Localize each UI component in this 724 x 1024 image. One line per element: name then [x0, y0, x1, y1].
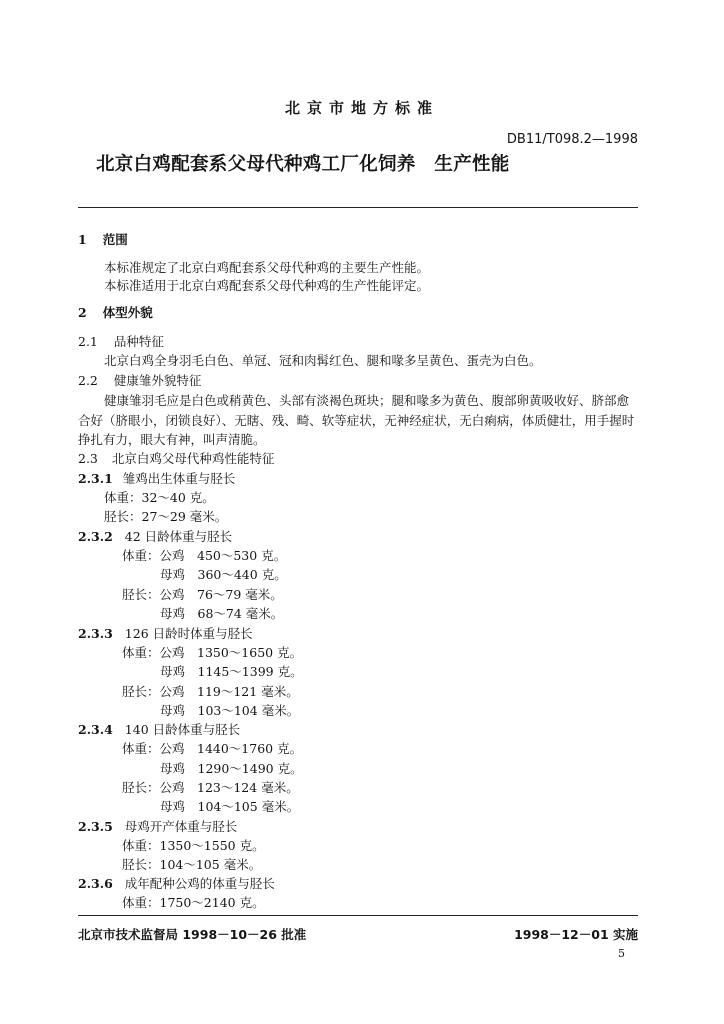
- issuer-heading: 北京市地方标准: [284, 99, 439, 117]
- clause-title: 成年配种公鸡的体重与胫长: [124, 876, 275, 891]
- clause-2-3-1-heading: [78, 471, 235, 487]
- paragraph: 合好（脐眼小，闭锁良好）、无瞎、残、畸、软等症状，无神经症状，无白痢病，体质健壮，用手握时: [78, 413, 635, 428]
- clause-2-1-heading: [78, 334, 164, 350]
- measurement-line: 体重：1350～1550 克。: [122, 838, 265, 853]
- measurement-line: 母鸡 1145～1399 克。: [160, 664, 303, 679]
- clause-title: 健康雏外貌特征: [113, 373, 202, 388]
- measurement-line: 体重：公鸡 1350～1650 克。: [122, 645, 303, 660]
- measurement-line: 母鸡 103～104 毫米。: [160, 703, 300, 718]
- clause-number: 2.3.6: [78, 876, 113, 891]
- paragraph: 本标准适用于北京白鸡配套系父母代种鸡的生产性能评定。: [104, 278, 430, 293]
- section-title: 范围: [102, 232, 128, 247]
- clause-title: 品种特征: [113, 334, 164, 349]
- clause-number: 2.2: [78, 373, 98, 388]
- clause-number: 2.3.2: [78, 529, 113, 544]
- standard-number: DB11/T098.2—1998: [506, 132, 638, 147]
- section-1-heading: [78, 232, 128, 248]
- measurement-line: 母鸡 1290～1490 克。: [160, 761, 303, 776]
- clause-2-3-5-heading: [78, 819, 237, 835]
- clause-title: 母鸡开产体重与胫长: [124, 819, 238, 834]
- clause-title: 140 日龄体重与胫长: [124, 722, 241, 737]
- measurement-line: 胫长：27～29 毫米。: [104, 509, 228, 524]
- measurement-line: 母鸡 360～440 克。: [160, 567, 287, 582]
- clause-2-3-heading: [78, 451, 274, 467]
- clause-number: 2.3.4: [78, 722, 113, 737]
- measurement-line: 体重：公鸡 450～530 克。: [122, 548, 287, 563]
- clause-2-3-2-heading: [78, 529, 232, 545]
- title-divider: [78, 207, 638, 208]
- clause-number: 2.3: [78, 451, 98, 466]
- clause-2-3-3-heading: [78, 626, 253, 642]
- section-number: 1: [78, 232, 87, 247]
- section-2-heading: [78, 305, 153, 321]
- clause-number: 2.1: [78, 334, 98, 349]
- implementation-date: 1998－12－01 实施: [514, 927, 638, 942]
- clause-number: 2.3.3: [78, 626, 113, 641]
- measurement-line: 胫长：104～105 毫米。: [122, 857, 262, 872]
- paragraph: 北京白鸡全身羽毛白色、单冠、冠和肉髯红色、腿和喙多呈黄色、蛋壳为白色。: [104, 353, 542, 368]
- paragraph: 本标准规定了北京白鸡配套系父母代种鸡的主要生产性能。: [104, 260, 430, 275]
- section-title: 体型外貌: [102, 305, 153, 320]
- clause-2-2-heading: [78, 373, 201, 389]
- measurement-line: 母鸡 104～105 毫米。: [160, 799, 300, 814]
- document-title: 北京白鸡配套系父母代种鸡工厂化饲养 生产性能: [96, 154, 510, 175]
- clause-number: 2.3.1: [78, 471, 113, 486]
- footer-divider: [78, 915, 638, 916]
- measurement-line: 胫长：公鸡 76～79 毫米。: [122, 587, 283, 602]
- measurement-line: 体重：32～40 克。: [104, 490, 215, 505]
- measurement-line: 胫长：公鸡 119～121 毫米。: [122, 684, 299, 699]
- clause-title: 北京白鸡父母代种鸡性能特征: [111, 451, 275, 466]
- measurement-line: 胫长：公鸡 123～124 毫米。: [122, 780, 299, 795]
- measurement-line: 体重：1750～2140 克。: [122, 895, 265, 910]
- paragraph: 健康雏羽毛应是白色或稍黄色、头部有淡褐色斑块；腿和喙多为黄色、腹部卵黄吸收好、脐部愈: [104, 393, 630, 408]
- clause-title: 126 日龄时体重与胫长: [124, 626, 253, 641]
- measurement-line: 体重：公鸡 1440～1760 克。: [122, 741, 303, 756]
- measurement-line: 母鸡 68～74 毫米。: [160, 606, 284, 621]
- clause-2-3-6-heading: [78, 876, 275, 892]
- approval-note: 北京市技术监督局 1998－10－26 批准: [78, 927, 307, 942]
- clause-2-3-4-heading: [78, 722, 240, 738]
- clause-title: 雏鸡出生体重与胫长: [122, 471, 236, 486]
- paragraph: 挣扎有力，眼大有神，叫声清脆。: [78, 432, 266, 447]
- clause-title: 42 日龄体重与胫长: [124, 529, 233, 544]
- section-number: 2: [78, 305, 87, 320]
- page-number: 5: [618, 947, 625, 960]
- clause-number: 2.3.5: [78, 819, 113, 834]
